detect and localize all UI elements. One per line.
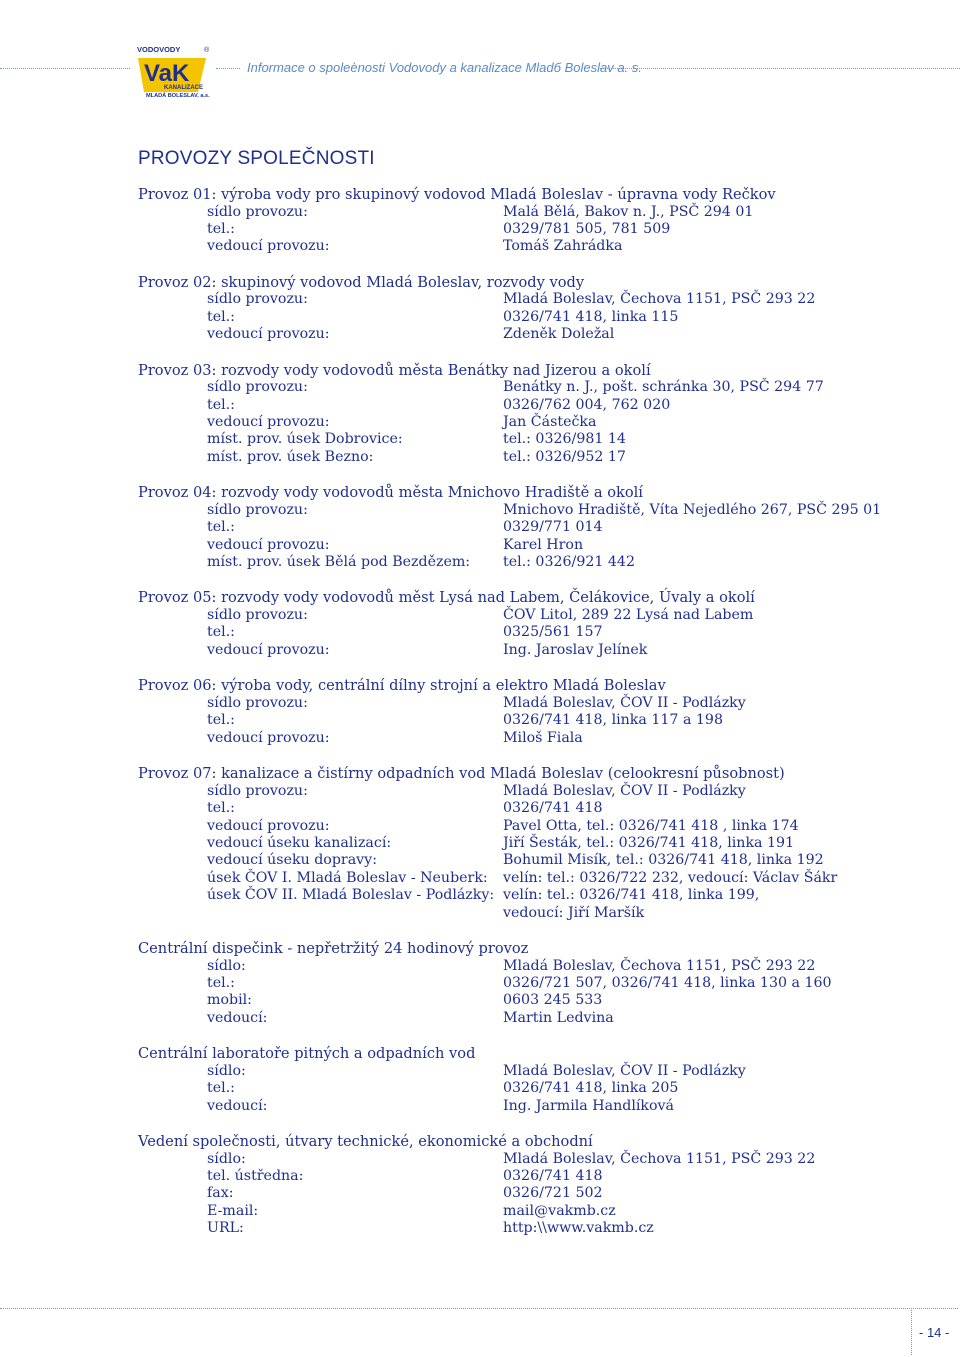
row-label: fax: (207, 1185, 234, 1202)
row-value: tel.: 0326/921 442 (503, 554, 635, 571)
row-label: míst. prov. úsek Bělá pod Bezdězem: (207, 554, 471, 571)
section (138, 484, 938, 571)
header-dotted-line-right (600, 68, 960, 69)
section-title: Provoz 07: kanalizace a čistírny odpadních vod Mladá Boleslav (celookresní působnost) (138, 765, 785, 783)
row-value: tel.: 0326/981 14 (503, 431, 626, 448)
row-label: vedoucí provozu: (207, 238, 330, 255)
row-value: Miloš Fiala (503, 729, 583, 746)
info-row (138, 992, 938, 1009)
row-label: úsek ČOV I. Mladá Boleslav - Neuberk: (207, 869, 488, 886)
row-value: 0603 245 533 (503, 992, 603, 1009)
row-label: tel.: (207, 974, 235, 991)
header-dotted-line-middle (216, 68, 240, 69)
section (138, 677, 938, 747)
logo-registered-mark: ® (204, 47, 210, 54)
logo-company-text: MLADÁ BOLESLAV, a.s. (146, 93, 210, 98)
row-label: sídlo provozu: (207, 379, 308, 396)
section-title: Provoz 04: rozvody vody vodovodů města Mnichovo Hradiště a okolí (138, 484, 643, 502)
info-row (138, 537, 938, 554)
info-row (138, 397, 938, 414)
row-label: vedoucí provozu: (207, 641, 330, 658)
row-label: vedoucí provozu: (207, 414, 330, 431)
section-title: Centrální laboratoře pitných a odpadních vod (138, 1045, 476, 1063)
row-value: vedoucí: Jiří Maršík (503, 904, 645, 921)
row-value: Tomáš Zahrádka (503, 238, 623, 255)
section (138, 1045, 938, 1115)
info-row (138, 800, 938, 817)
info-row (138, 887, 938, 904)
info-row (138, 449, 938, 466)
info-row (138, 1010, 938, 1027)
row-label: tel.: (207, 624, 235, 641)
info-row (138, 958, 938, 975)
row-value: Jiří Šesták, tel.: 0326/741 418, linka 191 (503, 834, 795, 851)
row-label: míst. prov. úsek Dobrovice: (207, 431, 403, 448)
row-value: 0326/741 418 (503, 800, 603, 817)
info-row (138, 642, 938, 659)
info-row (138, 905, 938, 922)
row-value: Ing. Jarmila Handlíková (503, 1097, 675, 1114)
row-value: 0326/741 418 (503, 1167, 603, 1184)
section (138, 186, 938, 256)
row-label: sídlo provozu: (207, 291, 308, 308)
row-value: 0329/771 014 (503, 519, 603, 536)
row-value: Martin Ledvina (503, 1009, 614, 1026)
info-row (138, 291, 938, 308)
row-value: 0326/741 418, linka 117 a 198 (503, 712, 723, 729)
section-title: Provoz 02: skupinový vodovod Mladá Boleslav, rozvody vody (138, 273, 585, 291)
info-row (138, 975, 938, 992)
info-row (138, 221, 938, 238)
row-label: tel.: (207, 519, 235, 536)
sections-list (138, 186, 938, 1256)
row-value: 0325/561 157 (503, 624, 603, 641)
logo-bottom-text: KANALIZACE (164, 85, 203, 91)
row-value: Mladá Boleslav, ČOV II - Podlázky (503, 782, 746, 799)
section-title: Provoz 06: výroba vody, centrální dílny strojní a elektro Mladá Boleslav (138, 677, 666, 695)
row-value: Jan Částečka (503, 414, 597, 431)
info-row (138, 204, 938, 221)
row-label: sídlo: (207, 1062, 246, 1079)
company-logo (134, 42, 210, 98)
info-row (138, 1151, 938, 1168)
row-value: 0326/762 004, 762 020 (503, 396, 671, 413)
footer-dotted-line (0, 1308, 912, 1309)
row-label: vedoucí: (207, 1097, 268, 1114)
info-row (138, 309, 938, 326)
info-row (138, 502, 938, 519)
row-label: sídlo provozu: (207, 782, 308, 799)
info-row (138, 414, 938, 431)
section-title: Provoz 03: rozvody vody vodovodů města Benátky nad Jizerou a okolí (138, 361, 651, 379)
info-row (138, 1220, 938, 1237)
row-label: vedoucí provozu: (207, 817, 330, 834)
row-value: Benátky n. J., pošt. schránka 30, PSČ 294 77 (503, 379, 824, 396)
row-label: tel.: (207, 1080, 235, 1097)
section-title: Provoz 05: rozvody vody vodovodů měst Lysá nad Labem, Čelákovice, Úvaly a okolí (138, 589, 755, 607)
info-row (138, 1098, 938, 1115)
row-label: mobil: (207, 992, 252, 1009)
info-row (138, 1080, 938, 1097)
row-label: úsek ČOV II. Mladá Boleslav - Podlázky: (207, 887, 495, 904)
row-value: Karel Hron (503, 536, 584, 553)
row-value: Mnichovo Hradiště, Víta Nejedlého 267, PSČ 295 01 (503, 501, 882, 518)
page-footer (0, 1300, 960, 1357)
page-header (0, 30, 960, 100)
row-value: tel.: 0326/952 17 (503, 448, 626, 465)
row-value: 0326/741 418, linka 115 (503, 308, 679, 325)
row-label: tel.: (207, 800, 235, 817)
section (138, 765, 938, 922)
row-label: sídlo: (207, 957, 246, 974)
info-row (138, 1203, 938, 1220)
row-label: vedoucí úseku dopravy: (207, 852, 377, 869)
info-row (138, 852, 938, 869)
info-row (138, 1185, 938, 1202)
row-label: tel.: (207, 712, 235, 729)
info-row (138, 554, 938, 571)
section (138, 940, 938, 1027)
info-row (138, 379, 938, 396)
row-label: tel.: (207, 396, 235, 413)
logo-top-text: VODOVODY (137, 45, 181, 54)
info-row (138, 1168, 938, 1185)
info-row (138, 835, 938, 852)
info-row (138, 607, 938, 624)
row-value: 0326/721 502 (503, 1185, 603, 1202)
page-number: - 14 - (919, 1325, 950, 1340)
info-row (138, 730, 938, 747)
info-row (138, 695, 938, 712)
section-title: Provoz 01: výroba vody pro skupinový vodovod Mladá Boleslav - úpravna vody Rečkov (138, 186, 776, 203)
section-title: Centrální dispečink - nepřetržitý 24 hodinový provoz (138, 939, 529, 957)
row-value: ČOV Litol, 289 22 Lysá nad Labem (503, 607, 754, 624)
row-label (138, 905, 503, 922)
info-row (138, 1063, 938, 1080)
info-row (138, 238, 938, 255)
row-label: URL: (207, 1220, 244, 1237)
info-row (138, 519, 938, 536)
row-value: mail@vakmb.cz (503, 1202, 616, 1219)
info-row (138, 431, 938, 448)
row-label: vedoucí provozu: (207, 729, 330, 746)
header-title: Informace o spoleènosti Vodovody a kanalizace Mladб Boleslav a. s. (247, 60, 642, 75)
row-value: Malá Bělá, Bakov n. J., PSČ 294 01 (503, 203, 754, 220)
row-label: E-mail: (207, 1202, 259, 1219)
row-value: velín: tel.: 0326/722 232, vedoucí: Václav Šákr (503, 869, 838, 886)
row-value: http:\\www.vakmb.cz (503, 1220, 654, 1237)
row-label: sídlo provozu: (207, 607, 308, 624)
section (138, 1133, 938, 1238)
info-row (138, 870, 938, 887)
row-value: Pavel Otta, tel.: 0326/741 418 , linka 174 (503, 817, 799, 834)
section-title: Vedení společnosti, útvary technické, ekonomické a obchodní (138, 1132, 593, 1150)
page-title: PROVOZY SPOLEČNOSTI (138, 148, 375, 169)
row-value: Mladá Boleslav, Čechova 1151, PSČ 293 22 (503, 1150, 816, 1167)
section (138, 362, 938, 467)
header-dotted-line-left (0, 68, 130, 69)
info-row (138, 624, 938, 641)
row-value: velín: tel.: 0326/741 418, linka 199, (503, 887, 760, 904)
row-label: sídlo provozu: (207, 694, 308, 711)
row-value: Mladá Boleslav, ČOV II - Podlázky (503, 1062, 746, 1079)
row-label: tel.: (207, 221, 235, 237)
row-label: míst. prov. úsek Bezno: (207, 448, 374, 465)
row-value: Mladá Boleslav, Čechova 1151, PSČ 293 22 (503, 291, 816, 308)
row-value: 0329/781 505, 781 509 (503, 221, 671, 237)
row-label: sídlo provozu: (207, 501, 308, 518)
row-label: sídlo provozu: (207, 203, 308, 220)
row-label: vedoucí: (207, 1009, 268, 1026)
logo-mark: VaK (144, 60, 190, 87)
row-label: sídlo: (207, 1150, 246, 1167)
row-value: Mladá Boleslav, Čechova 1151, PSČ 293 22 (503, 957, 816, 974)
row-label: vedoucí provozu: (207, 536, 330, 553)
row-value: Ing. Jaroslav Jelínek (503, 641, 648, 658)
row-label: tel. ústředna: (207, 1167, 304, 1184)
row-label: tel.: (207, 308, 235, 325)
info-row (138, 783, 938, 800)
row-value: Zdeněk Doležal (503, 326, 615, 343)
row-value: Bohumil Misík, tel.: 0326/741 418, linka 192 (503, 852, 824, 869)
row-value: 0326/741 418, linka 205 (503, 1080, 679, 1097)
info-row (138, 712, 938, 729)
section (138, 589, 938, 659)
row-value: Mladá Boleslav, ČOV II - Podlázky (503, 694, 746, 711)
section (138, 274, 938, 344)
info-row (138, 818, 938, 835)
row-label: vedoucí úseku kanalizací: (207, 834, 392, 851)
row-label: vedoucí provozu: (207, 326, 330, 343)
row-value: 0326/721 507, 0326/741 418, linka 130 a 160 (503, 974, 832, 991)
info-row (138, 326, 938, 343)
